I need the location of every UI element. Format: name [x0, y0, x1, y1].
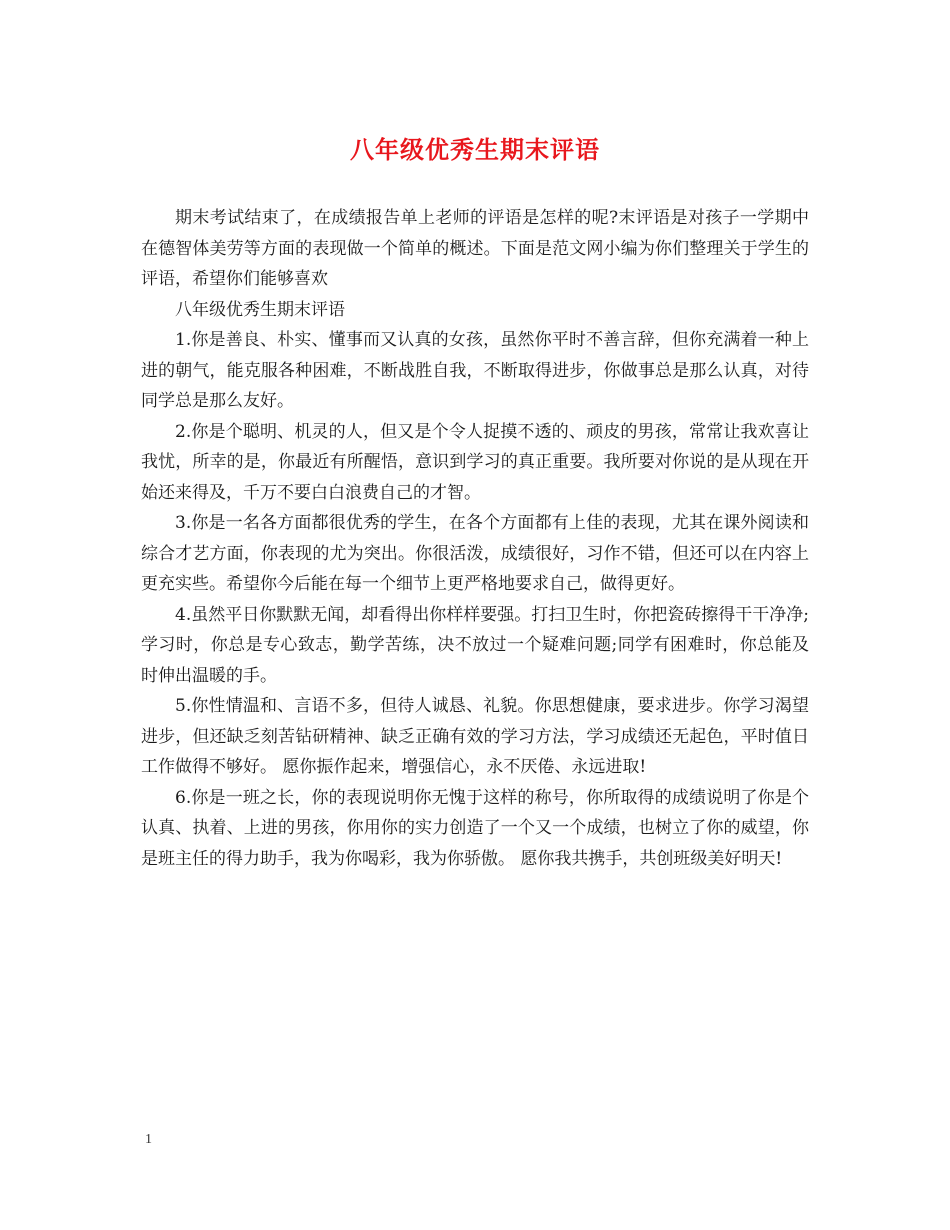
comment-paragraph: 4.虽然平日你默默无闻，却看得出你样样要强。打扫卫生时，你把瓷砖擦得干干净净;学习时，你总是专心致志，勤学苦练，决不放过一个疑难问题;同学有困难时，你总能及时伸出温暖的手。 — [141, 604, 809, 686]
document-title: 八年级优秀生期末评语 — [350, 135, 600, 164]
comment-paragraph: 3.你是一名各方面都很优秀的学生，在各个方面都有上佳的表现，尤其在课外阅读和综合才艺方面，你表现的尤为突出。你很活泼，成绩很好，习作不错，但还可以在内容上更充实些。希望你今后能在每一个细节上更严格地要求自己，做得更好。 — [141, 513, 809, 594]
intro-paragraph: 期末考试结束了，在成绩报告单上老师的评语是怎样的呢?末评语是对孩子一学期中在德智体美劳等方面的表现做一个简单的概述。下面是范文网小编为你们整理关于学生的评语，希望你们能够喜欢 — [141, 208, 809, 289]
comment-paragraph: 1.你是善良、朴实、懂事而又认真的女孩，虽然你平时不善言辞，但你充满着一种上进的朝气，能克服各种困难，不断战胜自我，不断取得进步，你做事总是那么认真，对待同学总是那么友好。 — [141, 330, 809, 411]
comment-paragraph: 2.你是个聪明、机灵的人，但又是个令人捉摸不透的、顽皮的男孩，常常让我欢喜让我忧，所幸的是，你最近有所醒悟，意识到学习的真正重要。我所要对你说的是从现在开始还来得及，千万不要白白浪费自己的才智。 — [141, 421, 809, 503]
comment-paragraph: 5.你性情温和、言语不多，但待人诚恳、礼貌。你思想健康，要求进步。你学习渴望进步，但还缺乏刻苦钻研精神、缺乏正确有效的学习方法，学习成绩还无起色，平时值日工作做得不够好。 愿你振作起来，增强信心，永不厌倦、永远进取! — [141, 696, 809, 777]
document-body — [141, 203, 809, 874]
subheading: 八年级优秀生期末评语 — [175, 299, 345, 320]
comment-paragraph: 6.你是一班之长，你的表现说明你无愧于这样的称号，你所取得的成绩说明了你是个认真、执着、上进的男孩，你用你的实力创造了一个又一个成绩，也树立了你的威望，你是班主任的得力助手，我为你喝彩，我为你骄傲。 愿你我共携手，共创班级美好明天! — [141, 787, 809, 869]
page-number: 1 — [145, 1132, 152, 1147]
